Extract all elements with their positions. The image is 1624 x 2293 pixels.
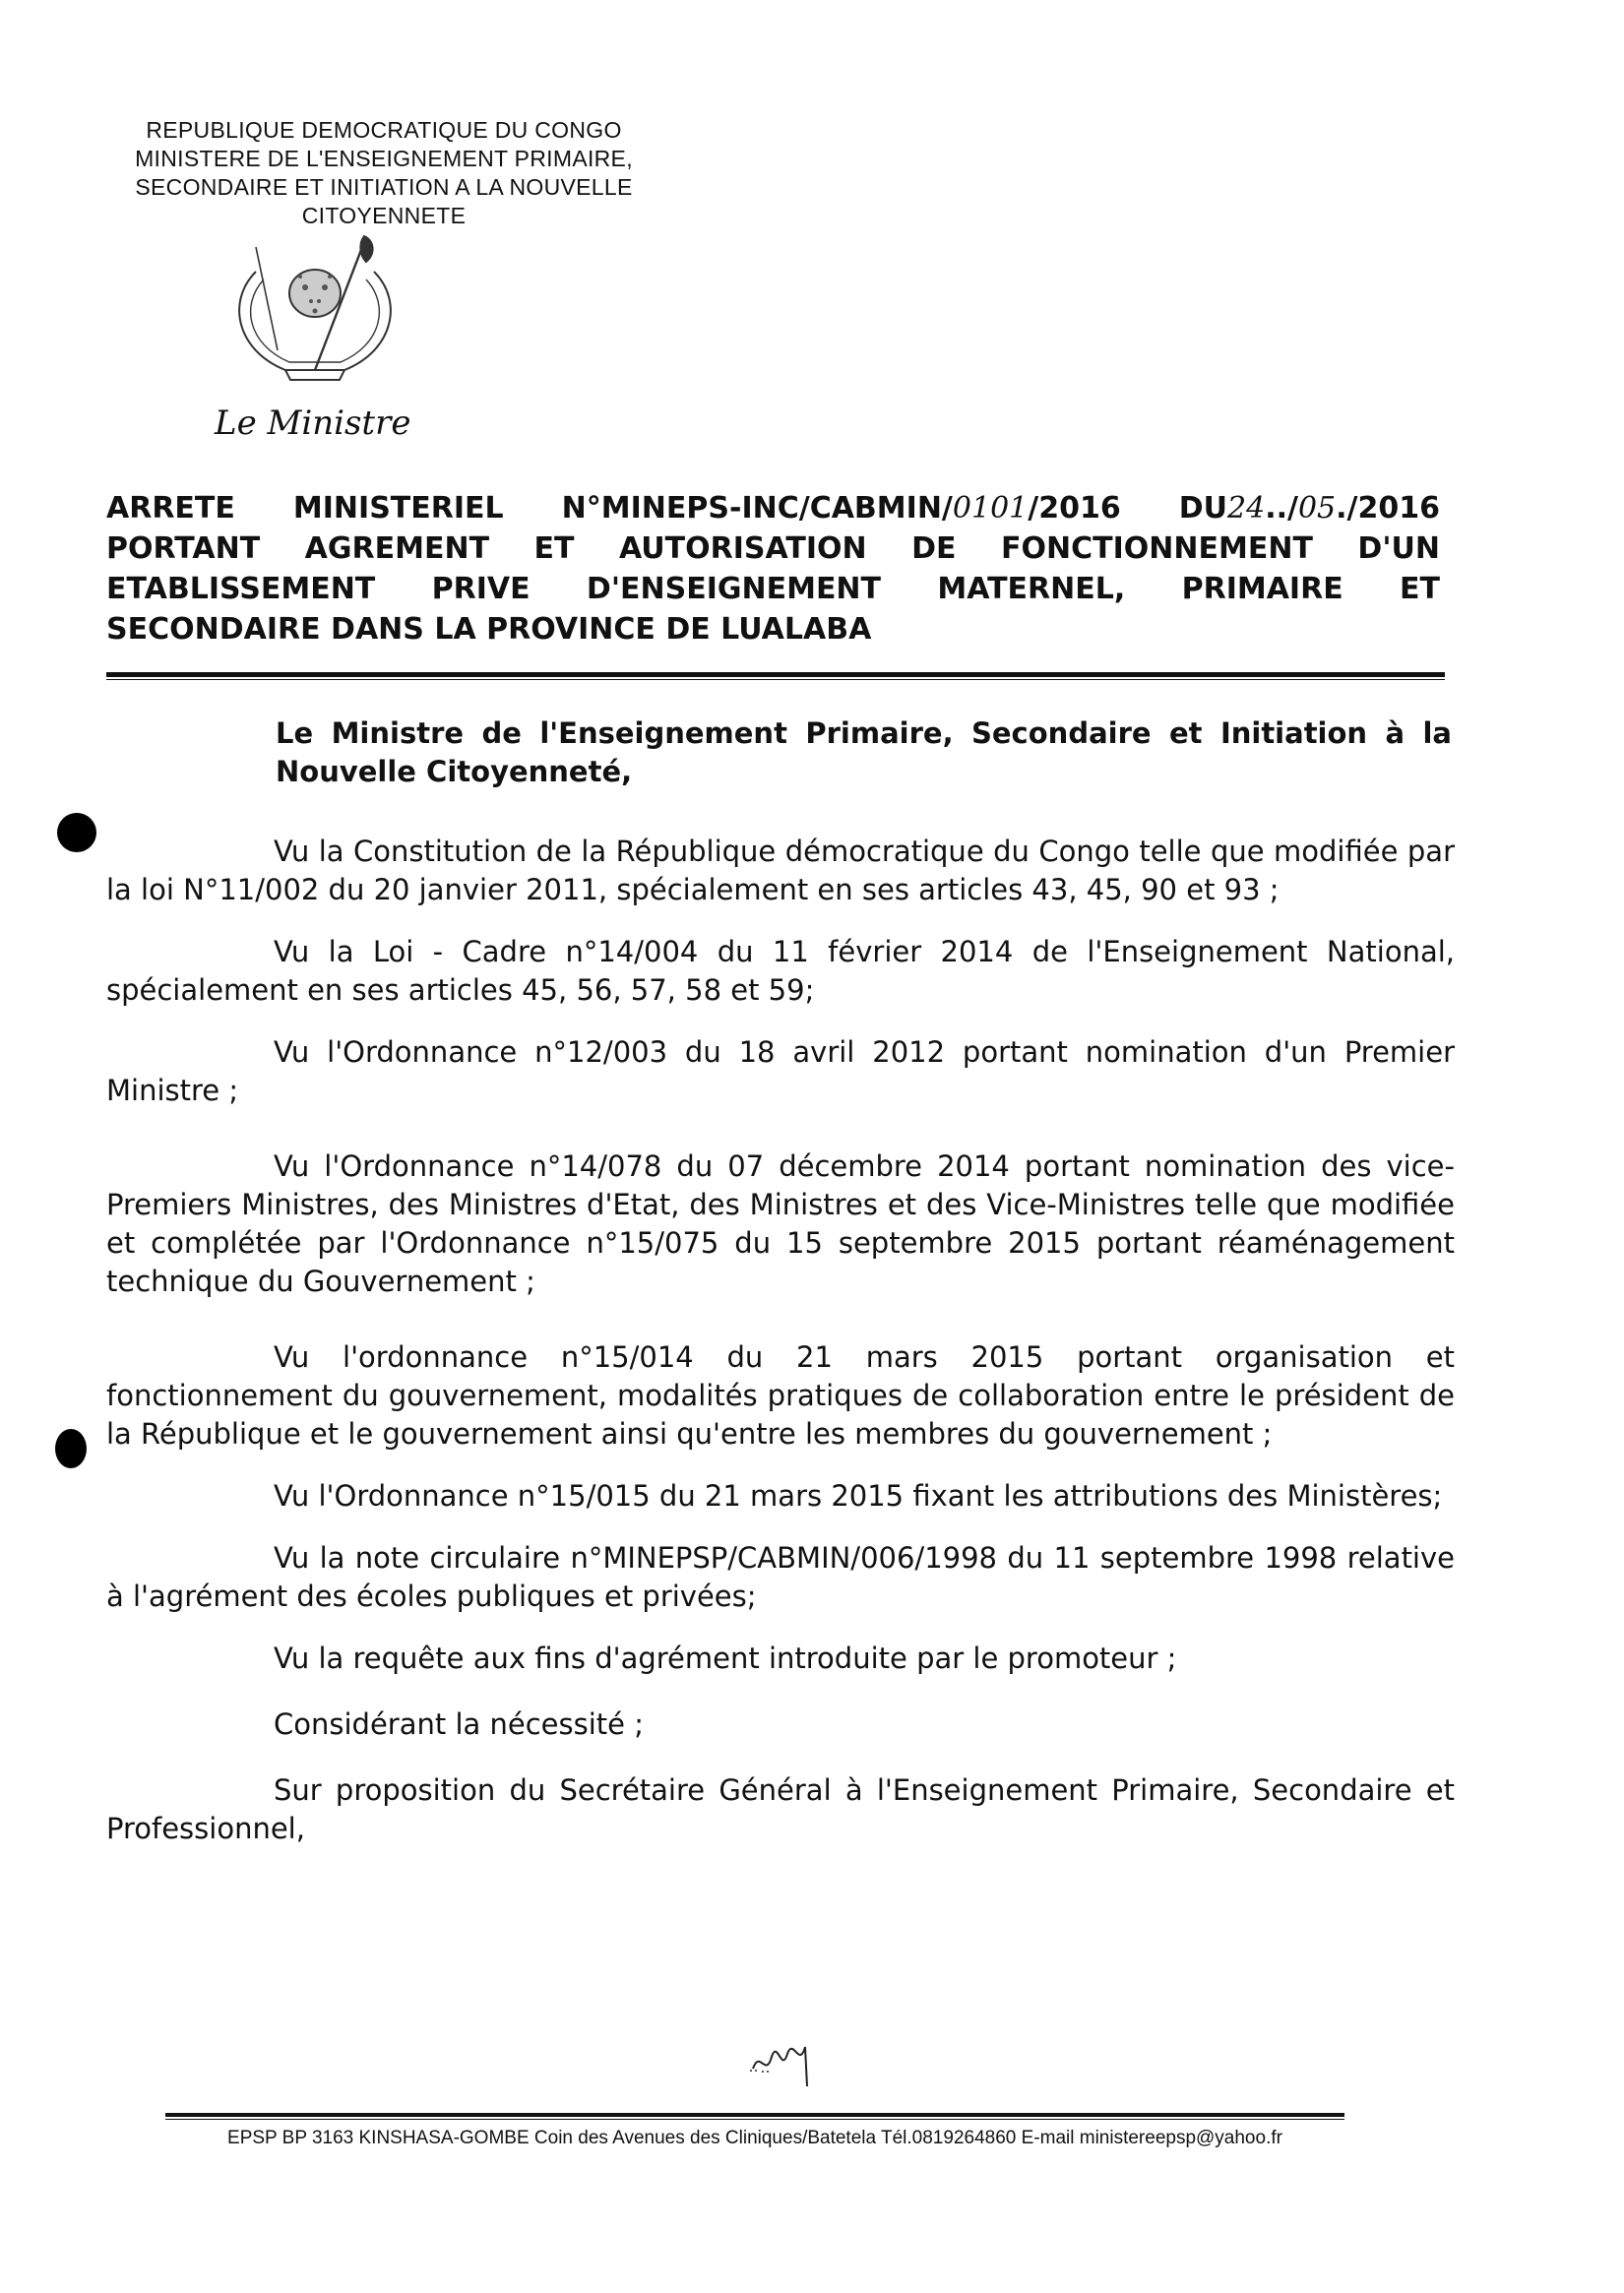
preamble-body xyxy=(106,833,1455,1872)
footer-divider xyxy=(165,2113,1344,2117)
preamble-paragraph: Vu la note circulaire n°MINEPSP/CABMIN/006/1998 du 11 septembre 1998 relative à l'agrément des écoles publiques et privées; xyxy=(106,1541,1455,1613)
letterhead-line-1: REPUBLIQUE DEMOCRATIQUE DU CONGO xyxy=(146,117,622,143)
title-divider-thin xyxy=(106,679,1445,680)
preamble-paragraph: Vu la Constitution de la République démocratique du Congo telle que modifiée par la loi N°11/002 du 20 janvier 2011, spécialement en ses articles 43, 45, 90 et 93 ; xyxy=(106,835,1455,906)
footer-divider-thin xyxy=(165,2119,1344,2120)
preamble-paragraph: Vu la requête aux fins d'agrément introduite par le promoteur ; xyxy=(274,1642,1177,1675)
decree-day-handwritten: 24 xyxy=(1227,491,1266,526)
preamble-paragraph: Vu la Loi - Cadre n°14/004 du 11 février 2014 de l'Enseignement National, spécialement en ses articles 45, 56, 57, 58 et 59; xyxy=(106,935,1455,1007)
preamble-paragraph: Vu l'Ordonnance n°15/015 du 21 mars 2015 fixant les attributions des Ministères; xyxy=(274,1479,1443,1513)
decree-title-line-2: PORTANT AGREMENT ET AUTORISATION DE FONCTIONNEMENT D'UN xyxy=(106,531,1440,566)
letterhead xyxy=(89,116,679,230)
minister-heading: Le Ministre de l'Enseignement Primaire, Secondaire et Initiation à la Nouvelle Citoyenneté, xyxy=(276,716,1452,788)
decree-date-year: ./2016 xyxy=(1336,491,1440,526)
decree-date-separator: ../ xyxy=(1265,491,1298,526)
coat-of-arms-emblem xyxy=(217,232,413,400)
decree-year: /2016 DU xyxy=(1028,491,1228,526)
preamble-paragraph: Vu l'Ordonnance n°12/003 du 18 avril 2012 portant nomination d'un Premier Ministre ; xyxy=(106,1035,1455,1107)
footer-contact: EPSP BP 3163 KINSHASA-GOMBE Coin des Avenues des Cliniques/Batetela Tél.0819264860 E-mail ministereepsp@yahoo.fr xyxy=(227,2128,1282,2148)
preamble-paragraph: Considérant la nécessité ; xyxy=(274,1707,644,1741)
preamble-paragraph: Vu l'ordonnance n°15/014 du 21 mars 2015 portant organisation et fonctionnement du gouvernement, modalités pratiques de collaboration entre le président de la République et le gouvernement ainsi qu'entre les membres du gouvernement ; xyxy=(106,1340,1455,1451)
letterhead-line-4: CITOYENNETE xyxy=(301,203,467,228)
decree-title xyxy=(106,488,1440,650)
initials-signature xyxy=(748,2029,827,2088)
decree-title-line-1 xyxy=(106,488,1440,528)
punch-hole-mark xyxy=(57,813,96,852)
preamble-paragraph: Vu l'Ordonnance n°14/078 du 07 décembre 2014 portant nomination des vice-Premiers Ministres, des Ministres d'Etat, des Ministres et des Vice-Ministres telle que modifiée et complétée par l'Ordonnance n°15/075 du 15 septembre 2015 portant réaménagement technique du Gouvernement ; xyxy=(106,1149,1455,1298)
letterhead-line-2: MINISTERE DE L'ENSEIGNEMENT PRIMAIRE, xyxy=(135,146,633,171)
le-ministre-caption: Le Ministre xyxy=(215,403,411,443)
decree-title-line-3: ETABLISSEMENT PRIVE D'ENSEIGNEMENT MATERNEL, PRIMAIRE ET xyxy=(106,572,1440,606)
decree-month-handwritten: 05 xyxy=(1297,491,1337,526)
letterhead-line-3: SECONDAIRE ET INITIATION A LA NOUVELLE xyxy=(135,174,633,200)
decree-number-handwritten: 0101 xyxy=(952,491,1029,526)
title-divider xyxy=(106,672,1445,677)
decree-title-line-4: SECONDAIRE DANS LA PROVINCE DE LUALABA xyxy=(106,612,872,647)
decree-number-prefix: ARRETE MINISTERIEL N°MINEPS-INC/CABMIN/ xyxy=(106,491,953,526)
punch-hole-mark xyxy=(55,1429,87,1468)
preamble-paragraph: Sur proposition du Secrétaire Général à l'Enseignement Primaire, Secondaire et Professionnel, xyxy=(106,1773,1455,1845)
